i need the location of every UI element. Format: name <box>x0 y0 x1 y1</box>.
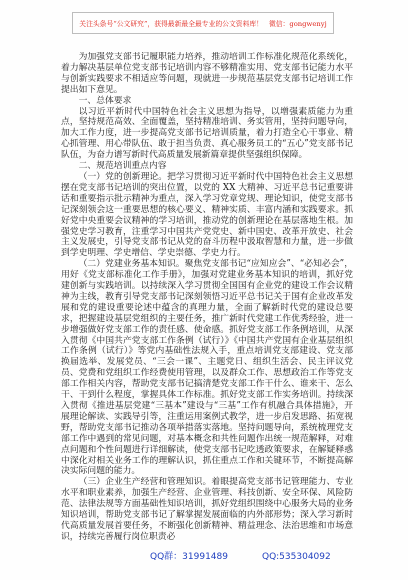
training-item-party-affairs: （二）党建业务基本知识。聚焦党支部书记“应知应会”、“必知必会”，用好《党支部标准化工作手册》，加强对党建业务基本知识的培训，抓好党建创新与实践培训。以持续深入学习贯彻全国国有企业党的建设工作会议精神为主线，教育引导党支部书记深刻领悟习近平总书记关于国有企业改革发展和党的建设重要论述中蕴含的真理力量，全面了解新时代党的建设总要求，把握建设基层党组织的主要任务，推广新时代党建工作优秀经验，进一步增强做好党支部工作的责任感、使命感。抓好党支部工作条例培训，从深入贯彻《中国共产党支部工作条例（试行）》《中国共产党国有企业基层组织工作条例（试行）》等党内基础性法规入手，重点培训党支部建设、党支部换届选举、发展党员、“三会一课”、主题党日、组织生活会、民主评议党员、党费和党组织工作经费使用管理，以及群众工作、思想政治工作等党支部工作相关内容，帮助党支部书记搞清楚党支部工作干什么、谁来干、怎么干、干到什么程度，掌握具体工作标准。抓好党支部工作实务培训。持续深入贯彻《推进基层党建“三基本”建设与“三基”工作有机融合具体措施》，开展理论解读、实践导引等，注重运用案例式教学，进一步启发思路、拓宽视野，帮助党支部书记推动各项举措落实落地。坚持问题导向，系统梳理党支部工作中遇到的常见问题，对基本概念和共性问题作出统一规范解释，对难点问题和个性问题进行详细解读，使党支部书记吃透政策要求，在解疑释惑中深化对相关业务工作的理解认识，抓住重点工作和关键环节，不断提高解决实际问题的能力。 <box>61 259 353 477</box>
training-item-theory: （一）党的创新理论。把学习贯彻习近平新时代中国特色社会主义思想摆在党支部书记培训的突出位置，以党的 XX 大精神、习近平总书记重要讲话和重要指示批示精神为重点，深入学习党章党规、理论知识，使党支部书记深刻领会这一重要思想的核心要义、精神实质、丰富内涵和实践要求。抓好党中央重要会议精神的学习培训，推动党的创新理论在基层落地生根。加强党史学习教育，注重学习中国共产党党史、新中国史、改革开放史、社会主义发展史，引导党支部书记从党的奋斗历程中汲取智慧和力量，进一步做到学史明理、学史增信、学史崇德、学史力行。 <box>61 171 353 259</box>
promo-banner-text: 关注头条号“公文研究”，获得最新最全最专业的公文资料库！ <box>79 20 263 28</box>
contact-footer <box>150 550 360 564</box>
section-heading-training-content: 二、规范培训重点内容 <box>78 161 167 172</box>
qq-number: QQ:535304092 <box>261 552 331 562</box>
document-body <box>61 52 353 548</box>
qq-group-number: QQ群：31991489 <box>150 552 228 562</box>
section-heading-general-requirements: 一、总体要求 <box>78 95 132 106</box>
intro-paragraph: 为加强党支部书记履职能力培养，推动培训工作标准化规范化系统化，着力解决基层单位党支部书记培训内容不够精准实用、党支部书记能力水平与创新实践要求不相适应等问题，现就进一步规范基层党支部书记培训工作提出如下意见。 <box>61 52 353 95</box>
general-requirements-paragraph: 以习近平新时代中国特色社会主义思想为指导，以增强素质能力为重点，坚持规范高效、全面覆盖，坚持精准培训、务实管用，坚持问题导向，加大工作力度，进一步提高党支部书记培训质量，着力打造全心干事业、精心抓管理、用心带队伍、敢于担当负责、真心服务员工的“五心”党支部书记队伍，为奋力谱写新时代高质量发展新篇章提供坚强组织保障。 <box>61 106 353 161</box>
promo-banner-wechat: 微信：gongwenyj <box>268 20 327 28</box>
training-item-business-management: （三）企业生产经营和管理知识。着眼提高党支部书记管理能力、专业水平和职业素养，加强生产经营、企业管理、科技创新、安全环保、风险防范、法律法规等方面基础性知识培训，抓好党组织围绕中心服务大局的业务知识培训，帮助党支部书记了解掌握发展面临的内外部形势；深入学习新时代高质量发展首要任务，不断强化创新精神、精益理念、法治思维和市场意识，持续完善履行岗位职责必 <box>61 477 353 542</box>
promo-banner <box>72 12 334 34</box>
